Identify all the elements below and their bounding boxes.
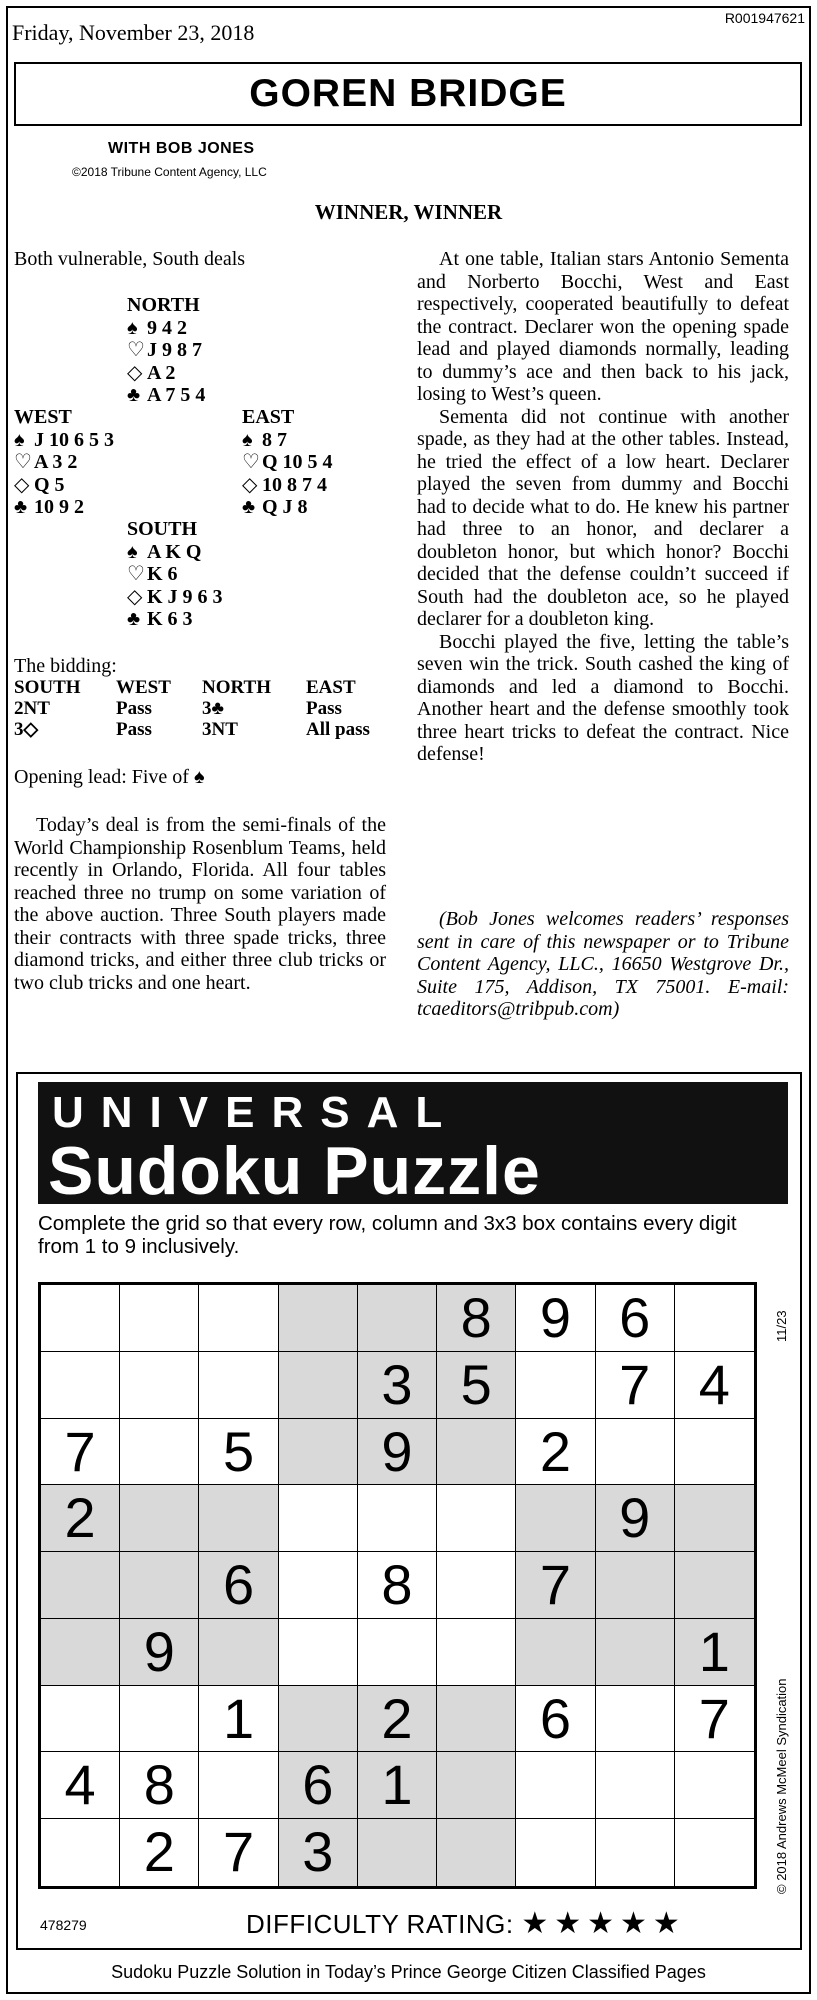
sudoku-cell — [358, 1819, 437, 1886]
sudoku-cell: 6 — [596, 1285, 675, 1352]
sudoku-cell — [437, 1552, 516, 1619]
sudoku-cell — [199, 1619, 278, 1686]
byline: WITH BOB JONES — [108, 140, 255, 157]
east-spades: 8 7 — [262, 428, 287, 451]
sudoku-cell — [437, 1819, 516, 1886]
sudoku-cell: 8 — [437, 1285, 516, 1352]
north-hand — [127, 294, 205, 407]
sudoku-cell: 4 — [41, 1752, 120, 1819]
story-paragraph-3: Sementa did not continue with another spade, as they had at the other tables. Instead, he tried the effect of a low heart. Declarer played the seven from dummy and Bocchi had to decide what to do. He knew his partner had three to an honor, and declarer a doubleton honor, but which honor? Bocchi decided that the defense couldn’t succeed if South had the doubleton ace, so he played declarer for a doubleton king. — [417, 405, 789, 630]
difficulty-label: DIFFICULTY RATING: — [246, 1909, 514, 1939]
headline: WINNER, WINNER — [314, 200, 503, 224]
sudoku-cell — [279, 1552, 358, 1619]
sudoku-instructions: Complete the grid so that every row, column and 3x3 box contains every digit from 1 to 9 inclusively. — [38, 1212, 737, 1258]
story-right-column — [417, 248, 789, 766]
north-label: NORTH — [127, 294, 200, 316]
sudoku-cell: 1 — [358, 1752, 437, 1819]
sudoku-cell: 9 — [596, 1485, 675, 1552]
column-title: GOREN BRIDGE — [249, 72, 567, 115]
sudoku-cell: 3 — [279, 1819, 358, 1886]
east-hand — [242, 406, 333, 519]
heart-icon: ♡ — [127, 563, 145, 585]
document-id: R001947621 — [724, 10, 805, 26]
sudoku-cell: 2 — [516, 1419, 595, 1486]
south-spades: A K Q — [147, 540, 202, 563]
bidding-row — [14, 719, 396, 740]
sudoku-cell — [120, 1686, 199, 1753]
sudoku-cell: 6 — [279, 1752, 358, 1819]
sudoku-cell: 3 — [358, 1352, 437, 1419]
sudoku-cell — [279, 1285, 358, 1352]
heart-icon: ♡ — [14, 451, 32, 473]
sudoku-cell — [437, 1752, 516, 1819]
sudoku-cell: 2 — [358, 1686, 437, 1753]
vulnerability: Both vulnerable, South deals — [14, 248, 246, 270]
east-clubs: Q J 8 — [262, 496, 308, 518]
west-diamonds: Q 5 — [34, 473, 65, 496]
sudoku-cell — [437, 1485, 516, 1552]
bidding-label: The bidding: — [14, 655, 117, 677]
bid: 3♣ — [202, 698, 224, 719]
sudoku-cell — [437, 1686, 516, 1753]
sudoku-cell — [596, 1419, 675, 1486]
west-clubs: 10 9 2 — [34, 496, 84, 518]
bidding-header-row — [14, 677, 396, 698]
sudoku-cell — [596, 1552, 675, 1619]
difficulty-rating — [246, 1906, 686, 1941]
sudoku-cell — [120, 1352, 199, 1419]
copyright: ©2018 Tribune Content Agency, LLC — [72, 165, 267, 179]
sudoku-cell: 2 — [41, 1485, 120, 1552]
sudoku-cell — [675, 1485, 754, 1552]
bid: Pass — [116, 698, 152, 719]
south-clubs: K 6 3 — [147, 608, 193, 630]
opening-lead: Opening lead: Five of ♠ — [14, 766, 205, 788]
sudoku-cell: 8 — [120, 1752, 199, 1819]
diamond-icon: ◇ — [14, 473, 30, 496]
sudoku-cell: 6 — [516, 1686, 595, 1753]
sudoku-cell: 7 — [596, 1352, 675, 1419]
sudoku-panel — [16, 1072, 802, 1950]
sudoku-cell: 9 — [358, 1419, 437, 1486]
bid: 3◇ — [14, 719, 39, 740]
south-hand — [127, 518, 223, 631]
sudoku-cell — [279, 1352, 358, 1419]
bidding-row — [14, 698, 396, 719]
east-diamonds: 10 8 7 4 — [262, 473, 327, 496]
heart-icon: ♡ — [127, 339, 145, 361]
north-diamonds: A 2 — [147, 361, 176, 384]
sudoku-cell — [41, 1552, 120, 1619]
sudoku-cell — [41, 1285, 120, 1352]
sudoku-cell — [596, 1752, 675, 1819]
sudoku-cell: 4 — [675, 1352, 754, 1419]
sudoku-cell — [675, 1752, 754, 1819]
sudoku-cell: 7 — [675, 1686, 754, 1753]
sudoku-cell: 2 — [120, 1819, 199, 1886]
sudoku-cell — [199, 1285, 278, 1352]
sudoku-cell — [279, 1485, 358, 1552]
sudoku-cell — [675, 1819, 754, 1886]
sudoku-cell: 6 — [199, 1552, 278, 1619]
banner-main-text: Sudoku Puzzle — [48, 1133, 541, 1209]
bid: Pass — [116, 719, 152, 740]
west-hearts: A 3 2 — [34, 451, 78, 473]
diamond-icon: ◇ — [127, 585, 143, 608]
contact-note: (Bob Jones welcomes readers’ responses sent in care of this newspaper or to Tribune Content Agency, LLC., 16650 Westgrove Dr., Suite 175, Addison, TX 75001. E-mail: tcaeditors@tribpub.com) — [417, 908, 789, 1020]
east-label: EAST — [242, 406, 295, 428]
west-label: WEST — [14, 406, 72, 428]
south-label: SOUTH — [127, 518, 198, 540]
north-clubs: A 7 5 4 — [147, 384, 206, 406]
sudoku-cell — [279, 1419, 358, 1486]
north-spades: 9 4 2 — [147, 316, 187, 339]
sudoku-cell — [675, 1285, 754, 1352]
sudoku-cell — [675, 1552, 754, 1619]
south-diamonds: K J 9 6 3 — [147, 585, 223, 608]
bidding-header: SOUTH — [14, 677, 81, 698]
sudoku-cell: 5 — [437, 1352, 516, 1419]
sudoku-cell: 5 — [199, 1419, 278, 1486]
sudoku-cell — [41, 1686, 120, 1753]
story-paragraph-2: At one table, Italian stars Antonio Sementa and Norberto Bocchi, West and East respectively, cooperated beautifully to defeat the contract. Declarer won the opening spade lead and played diamonds normally, leading to dummy’s ace and then back to his jack, losing to West’s queen. — [417, 248, 789, 405]
sudoku-cell — [279, 1686, 358, 1753]
bidding-header: WEST — [116, 677, 171, 698]
bidding-header: NORTH — [202, 677, 272, 698]
sudoku-cell: 8 — [358, 1552, 437, 1619]
sudoku-cell — [358, 1619, 437, 1686]
sudoku-cell: 7 — [199, 1819, 278, 1886]
sudoku-cell — [279, 1619, 358, 1686]
story-paragraph-1: Today’s deal is from the semi-finals of the World Championship Rosenblum Teams, held recently in Orlando, Florida. All four tables reached three no trump on some variation of the above auction. Three South players made their contracts with three spade tricks, three diamond tricks, and either three club tricks or two club tricks and one heart. — [14, 814, 386, 994]
bid: 3NT — [202, 719, 238, 740]
spade-icon: ♠ — [127, 540, 138, 563]
sudoku-cell: 7 — [41, 1419, 120, 1486]
heart-icon: ♡ — [242, 451, 260, 473]
sudoku-cell — [41, 1619, 120, 1686]
sudoku-cell — [199, 1352, 278, 1419]
bidding-block — [14, 656, 396, 740]
bidding-table — [14, 677, 396, 740]
sudoku-cell — [437, 1619, 516, 1686]
south-hearts: K 6 — [147, 563, 178, 585]
sudoku-cell — [596, 1619, 675, 1686]
column-title-box — [14, 62, 802, 126]
star-icon: ★★★★★ — [521, 1907, 686, 1940]
north-hearts: J 9 8 7 — [147, 339, 202, 361]
club-icon: ♣ — [127, 608, 141, 630]
sudoku-grid — [38, 1282, 757, 1889]
diamond-icon: ◇ — [127, 361, 143, 384]
sudoku-cell — [675, 1419, 754, 1486]
puzzle-id: 478279 — [40, 1917, 87, 1933]
sudoku-cell: 1 — [675, 1619, 754, 1686]
story-paragraph-4: Bocchi played the five, letting the table’s seven win the trick. South cashed the king of diamonds and led a diamond to Bocchi. Another heart and the defense smoothly took three heart tricks to defeat the contract. Nice defense! — [417, 630, 789, 765]
banner-top-text: UNIVERSAL — [52, 1088, 460, 1137]
west-spades: J 10 6 5 3 — [34, 428, 114, 451]
bid: All pass — [306, 719, 370, 740]
sudoku-cell — [516, 1619, 595, 1686]
sudoku-cell — [358, 1285, 437, 1352]
spade-icon: ♠ — [14, 428, 25, 451]
publication-date: Friday, November 23, 2018 — [12, 20, 255, 45]
sudoku-cell: 9 — [120, 1619, 199, 1686]
club-icon: ♣ — [127, 384, 141, 406]
sudoku-cell: 9 — [516, 1285, 595, 1352]
club-icon: ♣ — [242, 496, 256, 518]
sudoku-cell — [120, 1285, 199, 1352]
sudoku-cell — [596, 1686, 675, 1753]
sudoku-cell — [516, 1352, 595, 1419]
west-hand — [14, 406, 114, 519]
sudoku-cell — [596, 1819, 675, 1886]
sudoku-cell — [41, 1352, 120, 1419]
sudoku-cell — [437, 1419, 516, 1486]
bid: 2NT — [14, 698, 50, 719]
diamond-icon: ◇ — [242, 473, 258, 496]
sudoku-cell — [199, 1485, 278, 1552]
sudoku-cell — [199, 1752, 278, 1819]
spade-icon: ♠ — [242, 428, 253, 451]
bidding-header: EAST — [306, 677, 356, 698]
sudoku-cell — [516, 1819, 595, 1886]
sudoku-cell — [120, 1419, 199, 1486]
sudoku-cell — [516, 1752, 595, 1819]
solution-note: Sudoku Puzzle Solution in Today’s Prince George Citizen Classified Pages — [111, 1962, 706, 1982]
bid: Pass — [306, 698, 342, 719]
puzzle-date: 11/23 — [774, 1310, 789, 1342]
sudoku-cell — [120, 1552, 199, 1619]
syndication-credit: © 2018 Andrews McMeel Syndication — [774, 1678, 789, 1894]
sudoku-cell — [41, 1819, 120, 1886]
sudoku-cell: 1 — [199, 1686, 278, 1753]
sudoku-cell — [358, 1485, 437, 1552]
sudoku-banner — [38, 1082, 788, 1209]
sudoku-cell: 7 — [516, 1552, 595, 1619]
sudoku-cell — [516, 1485, 595, 1552]
club-icon: ♣ — [14, 496, 28, 518]
spade-icon: ♠ — [127, 316, 138, 339]
east-hearts: Q 10 5 4 — [262, 451, 333, 473]
sudoku-cell — [120, 1485, 199, 1552]
